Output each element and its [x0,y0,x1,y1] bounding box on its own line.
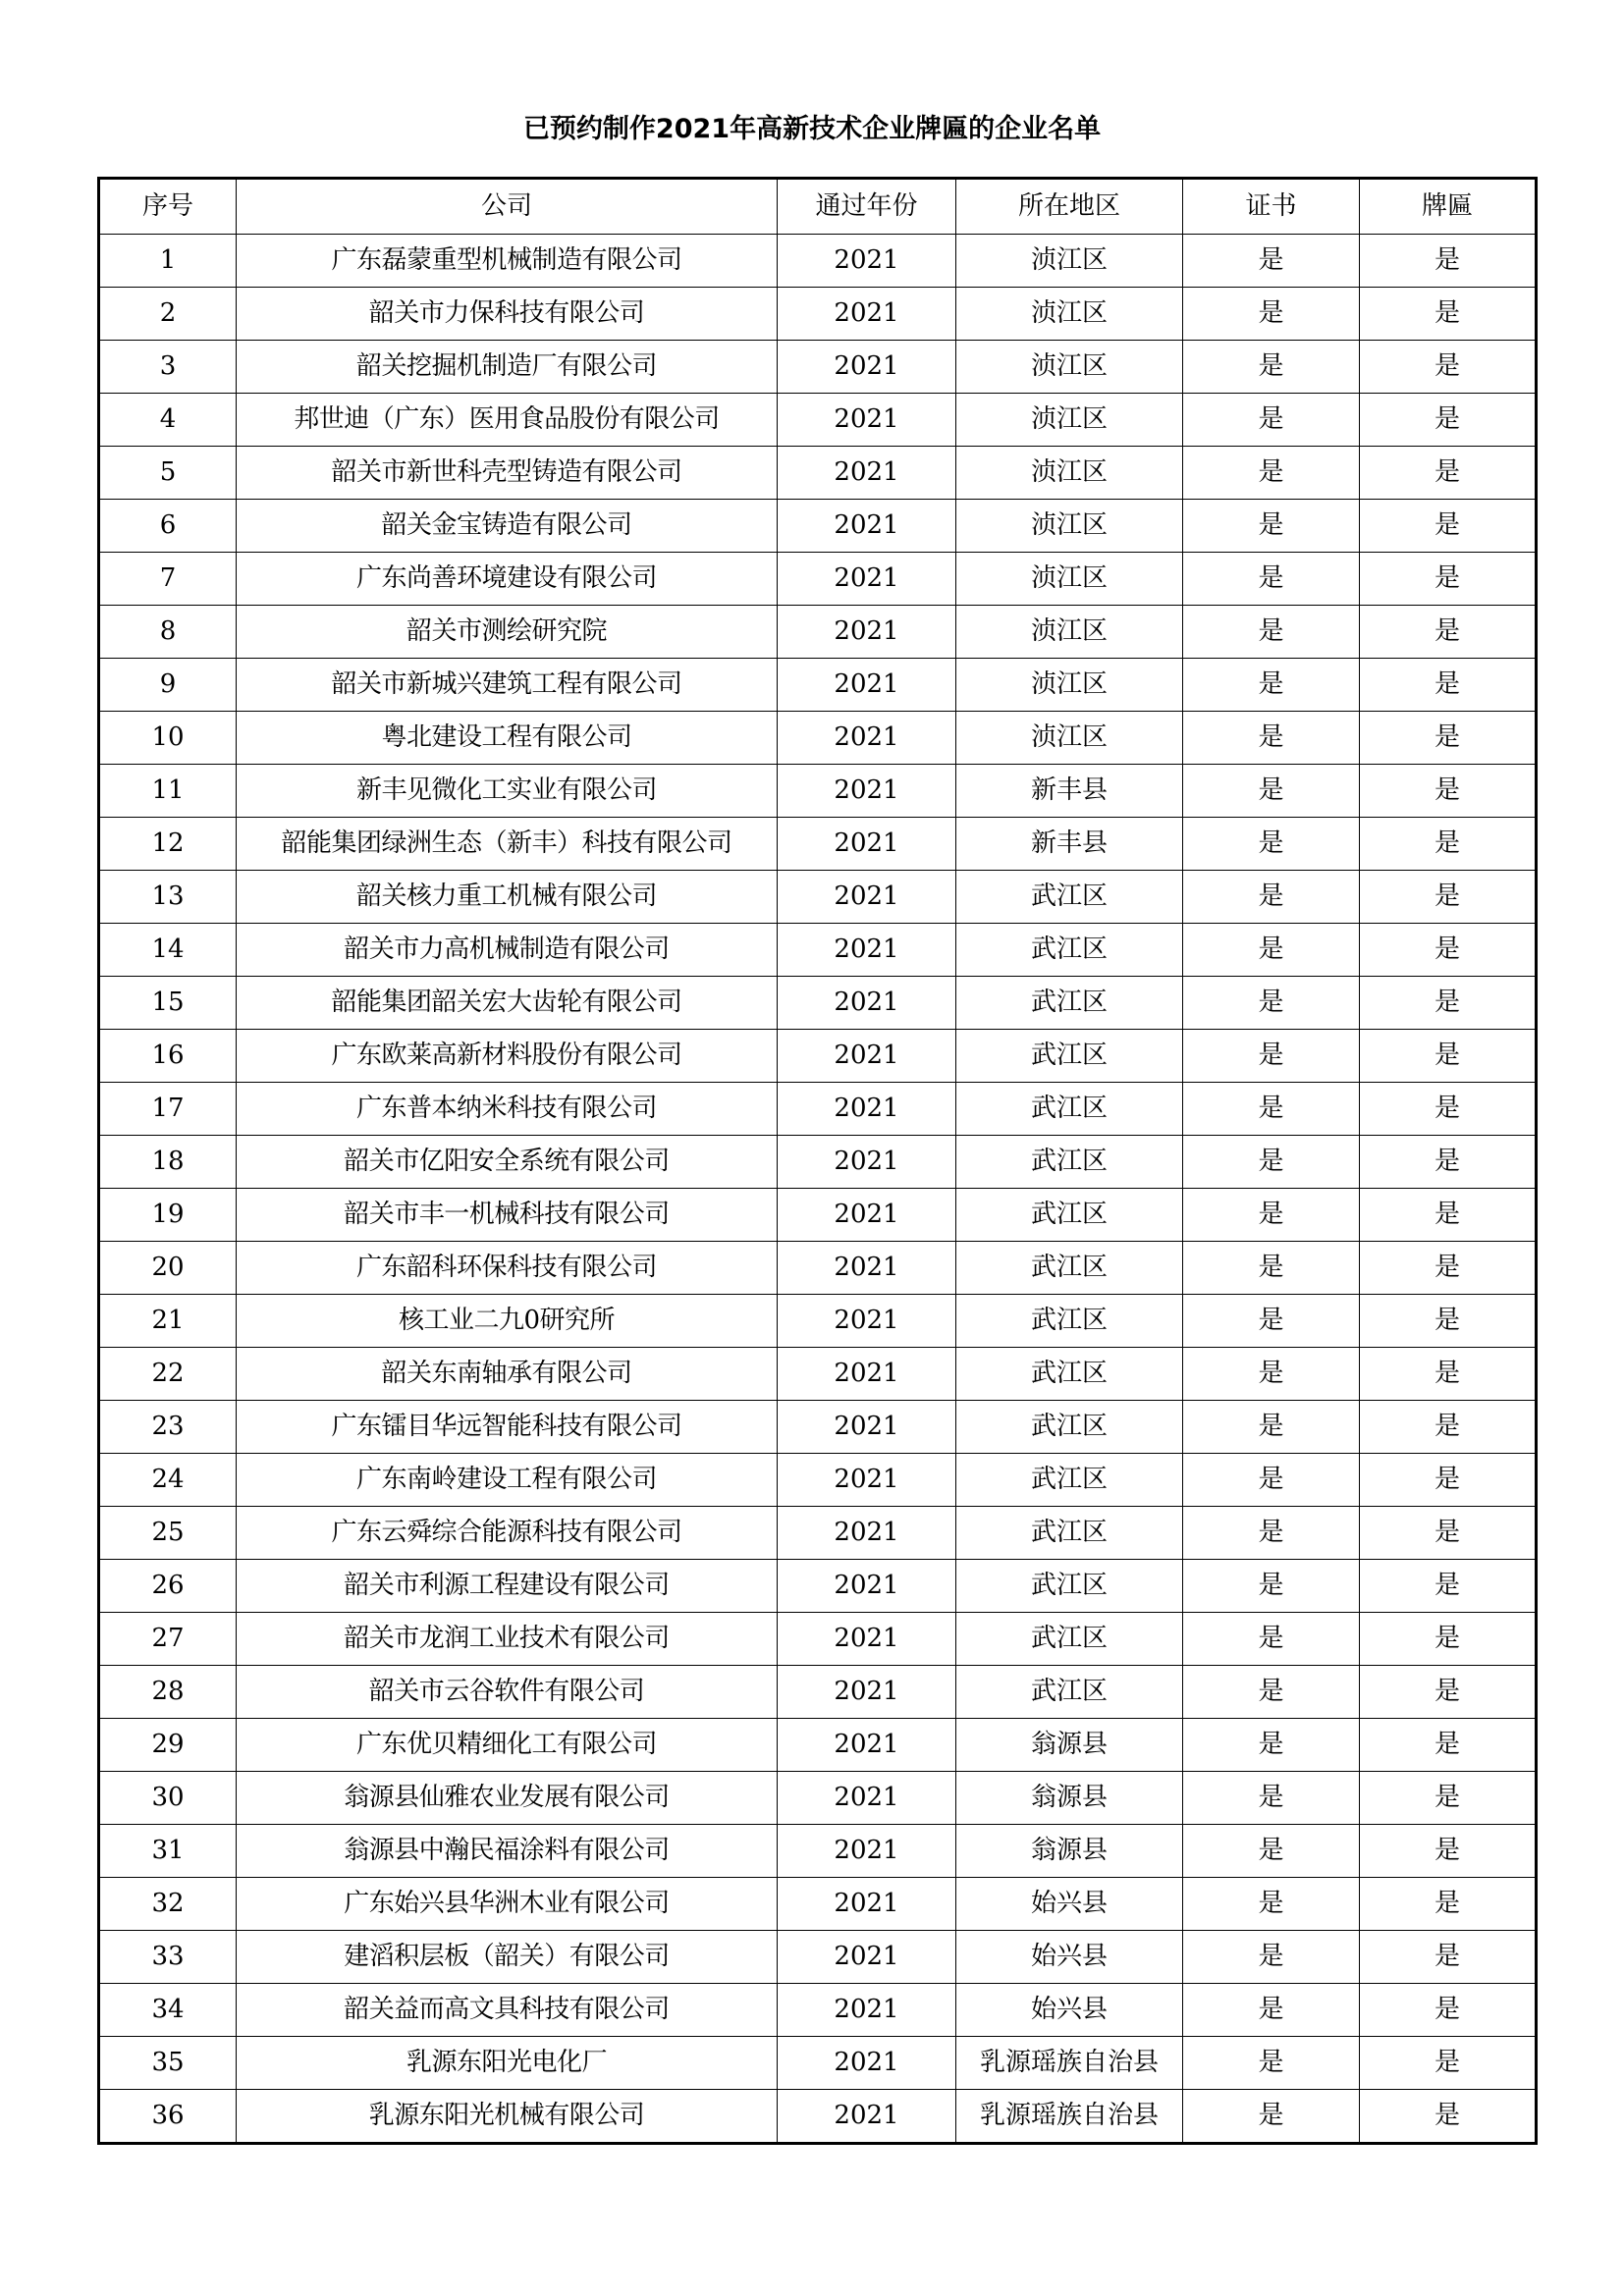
cell-certificate: 是 [1183,235,1360,288]
table-row [99,235,1537,288]
cell-region: 浈江区 [956,341,1183,394]
table-row [99,1189,1537,1242]
cell-year: 2021 [778,1507,956,1560]
cell-company: 韶关市云谷软件有限公司 [237,1666,778,1719]
cell-company: 韶关挖掘机制造厂有限公司 [237,341,778,394]
cell-serial-number: 27 [99,1613,237,1666]
table-row [99,977,1537,1030]
cell-certificate: 是 [1183,553,1360,606]
cell-plaque: 是 [1360,500,1537,553]
cell-region: 武江区 [956,1613,1183,1666]
table-row [99,447,1537,500]
table-row [99,1348,1537,1401]
cell-company: 核工业二九0研究所 [237,1295,778,1348]
cell-plaque: 是 [1360,1931,1537,1984]
cell-certificate: 是 [1183,1878,1360,1931]
cell-company: 韶能集团绿洲生态（新丰）科技有限公司 [237,818,778,871]
cell-plaque: 是 [1360,1613,1537,1666]
table-row [99,1136,1537,1189]
cell-plaque: 是 [1360,1719,1537,1772]
table-row [99,1083,1537,1136]
cell-region: 浈江区 [956,500,1183,553]
cell-serial-number: 15 [99,977,237,1030]
table-row [99,871,1537,924]
cell-serial-number: 17 [99,1083,237,1136]
cell-company: 韶关金宝铸造有限公司 [237,500,778,553]
cell-company: 广东镭目华远智能科技有限公司 [237,1401,778,1454]
cell-year: 2021 [778,235,956,288]
cell-company: 乳源东阳光机械有限公司 [237,2090,778,2144]
cell-year: 2021 [778,1560,956,1613]
cell-serial-number: 8 [99,606,237,659]
table-row [99,765,1537,818]
cell-certificate: 是 [1183,447,1360,500]
cell-certificate: 是 [1183,1454,1360,1507]
cell-serial-number: 20 [99,1242,237,1295]
table-row [99,2037,1537,2090]
cell-certificate: 是 [1183,1401,1360,1454]
cell-serial-number: 24 [99,1454,237,1507]
cell-plaque: 是 [1360,606,1537,659]
cell-plaque: 是 [1360,1984,1537,2037]
cell-serial-number: 9 [99,659,237,712]
page-title: 已预约制作2021年高新技术企业牌匾的企业名单 [522,114,1102,144]
cell-certificate: 是 [1183,2090,1360,2144]
cell-certificate: 是 [1183,1613,1360,1666]
cell-company: 广东普本纳米科技有限公司 [237,1083,778,1136]
table-row [99,1666,1537,1719]
cell-region: 浈江区 [956,447,1183,500]
cell-year: 2021 [778,553,956,606]
table-body [99,235,1537,2144]
cell-plaque: 是 [1360,659,1537,712]
cell-serial-number: 10 [99,712,237,765]
cell-region: 翁源县 [956,1772,1183,1825]
table-row [99,1454,1537,1507]
cell-serial-number: 33 [99,1931,237,1984]
cell-plaque: 是 [1360,871,1537,924]
cell-company: 韶关市新世科壳型铸造有限公司 [237,447,778,500]
cell-company: 韶关东南轴承有限公司 [237,1348,778,1401]
cell-year: 2021 [778,2037,956,2090]
cell-region: 武江区 [956,1030,1183,1083]
cell-region: 浈江区 [956,659,1183,712]
cell-certificate: 是 [1183,1030,1360,1083]
cell-plaque: 是 [1360,2090,1537,2144]
table-row [99,1613,1537,1666]
cell-region: 武江区 [956,1189,1183,1242]
cell-plaque: 是 [1360,288,1537,341]
cell-region: 武江区 [956,1136,1183,1189]
cell-year: 2021 [778,1666,956,1719]
cell-year: 2021 [778,500,956,553]
cell-company: 韶关市测绘研究院 [237,606,778,659]
cell-company: 邦世迪（广东）医用食品股份有限公司 [237,394,778,447]
cell-certificate: 是 [1183,871,1360,924]
cell-year: 2021 [778,606,956,659]
table-row [99,1984,1537,2037]
cell-plaque: 是 [1360,553,1537,606]
cell-certificate: 是 [1183,659,1360,712]
cell-serial-number: 14 [99,924,237,977]
cell-serial-number: 23 [99,1401,237,1454]
cell-year: 2021 [778,1772,956,1825]
cell-region: 乳源瑶族自治县 [956,2037,1183,2090]
table-row [99,341,1537,394]
cell-serial-number: 6 [99,500,237,553]
cell-company: 韶关益而高文具科技有限公司 [237,1984,778,2037]
cell-plaque: 是 [1360,1083,1537,1136]
cell-year: 2021 [778,1454,956,1507]
cell-year: 2021 [778,871,956,924]
cell-region: 新丰县 [956,765,1183,818]
header-company: 公司 [237,179,778,235]
table-row [99,553,1537,606]
cell-plaque: 是 [1360,1136,1537,1189]
cell-year: 2021 [778,1030,956,1083]
table-row [99,924,1537,977]
table-row [99,500,1537,553]
table-row [99,606,1537,659]
cell-serial-number: 31 [99,1825,237,1878]
table-row [99,818,1537,871]
cell-serial-number: 26 [99,1560,237,1613]
cell-certificate: 是 [1183,394,1360,447]
cell-serial-number: 32 [99,1878,237,1931]
table-row [99,288,1537,341]
cell-company: 翁源县中瀚民福涂料有限公司 [237,1825,778,1878]
cell-region: 武江区 [956,1454,1183,1507]
cell-certificate: 是 [1183,1242,1360,1295]
header-row [99,179,1537,235]
cell-region: 浈江区 [956,288,1183,341]
cell-serial-number: 3 [99,341,237,394]
cell-plaque: 是 [1360,1401,1537,1454]
cell-serial-number: 7 [99,553,237,606]
cell-region: 浈江区 [956,235,1183,288]
cell-company: 韶关市亿阳安全系统有限公司 [237,1136,778,1189]
cell-certificate: 是 [1183,1772,1360,1825]
cell-company: 广东韶科环保科技有限公司 [237,1242,778,1295]
cell-certificate: 是 [1183,1189,1360,1242]
cell-region: 浈江区 [956,553,1183,606]
cell-serial-number: 1 [99,235,237,288]
cell-region: 始兴县 [956,1984,1183,2037]
cell-year: 2021 [778,977,956,1030]
cell-year: 2021 [778,1189,956,1242]
cell-serial-number: 22 [99,1348,237,1401]
cell-plaque: 是 [1360,1772,1537,1825]
cell-certificate: 是 [1183,1136,1360,1189]
cell-plaque: 是 [1360,977,1537,1030]
cell-serial-number: 21 [99,1295,237,1348]
cell-plaque: 是 [1360,1878,1537,1931]
cell-company: 韶关市力高机械制造有限公司 [237,924,778,977]
table-row [99,1507,1537,1560]
header-certificate: 证书 [1183,179,1360,235]
cell-region: 武江区 [956,1401,1183,1454]
table-header [99,179,1537,235]
cell-region: 浈江区 [956,712,1183,765]
cell-plaque: 是 [1360,1507,1537,1560]
cell-region: 始兴县 [956,1931,1183,1984]
cell-year: 2021 [778,341,956,394]
cell-company: 韶关市丰一机械科技有限公司 [237,1189,778,1242]
cell-year: 2021 [778,924,956,977]
cell-certificate: 是 [1183,2037,1360,2090]
cell-serial-number: 11 [99,765,237,818]
cell-certificate: 是 [1183,1719,1360,1772]
cell-serial-number: 13 [99,871,237,924]
cell-year: 2021 [778,712,956,765]
cell-company: 韶关市力保科技有限公司 [237,288,778,341]
cell-year: 2021 [778,394,956,447]
cell-company: 粤北建设工程有限公司 [237,712,778,765]
cell-year: 2021 [778,1401,956,1454]
cell-serial-number: 19 [99,1189,237,1242]
cell-company: 广东云舜综合能源科技有限公司 [237,1507,778,1560]
cell-certificate: 是 [1183,1825,1360,1878]
cell-plaque: 是 [1360,1560,1537,1613]
cell-certificate: 是 [1183,1931,1360,1984]
cell-plaque: 是 [1360,1454,1537,1507]
cell-certificate: 是 [1183,765,1360,818]
cell-year: 2021 [778,1878,956,1931]
cell-region: 浈江区 [956,394,1183,447]
cell-plaque: 是 [1360,818,1537,871]
cell-year: 2021 [778,1613,956,1666]
cell-company: 广东始兴县华洲木业有限公司 [237,1878,778,1931]
table-row [99,659,1537,712]
cell-year: 2021 [778,1242,956,1295]
cell-plaque: 是 [1360,1189,1537,1242]
cell-company: 韶关市龙润工业技术有限公司 [237,1613,778,1666]
header-region: 所在地区 [956,179,1183,235]
cell-region: 武江区 [956,1083,1183,1136]
cell-region: 武江区 [956,1666,1183,1719]
cell-serial-number: 28 [99,1666,237,1719]
cell-region: 乳源瑶族自治县 [956,2090,1183,2144]
cell-plaque: 是 [1360,1348,1537,1401]
cell-region: 武江区 [956,1560,1183,1613]
cell-certificate: 是 [1183,1507,1360,1560]
cell-serial-number: 5 [99,447,237,500]
cell-region: 武江区 [956,871,1183,924]
cell-plaque: 是 [1360,924,1537,977]
cell-serial-number: 18 [99,1136,237,1189]
cell-certificate: 是 [1183,1348,1360,1401]
cell-company: 广东尚善环境建设有限公司 [237,553,778,606]
cell-company: 韶关市利源工程建设有限公司 [237,1560,778,1613]
table-row [99,1030,1537,1083]
cell-company: 翁源县仙雅农业发展有限公司 [237,1772,778,1825]
cell-year: 2021 [778,288,956,341]
cell-certificate: 是 [1183,341,1360,394]
cell-year: 2021 [778,447,956,500]
cell-plaque: 是 [1360,235,1537,288]
table-row [99,394,1537,447]
cell-certificate: 是 [1183,606,1360,659]
cell-year: 2021 [778,1931,956,1984]
cell-plaque: 是 [1360,1030,1537,1083]
cell-year: 2021 [778,659,956,712]
cell-year: 2021 [778,1083,956,1136]
cell-plaque: 是 [1360,1825,1537,1878]
cell-plaque: 是 [1360,2037,1537,2090]
cell-serial-number: 2 [99,288,237,341]
cell-region: 武江区 [956,1295,1183,1348]
cell-year: 2021 [778,1719,956,1772]
table-row [99,1242,1537,1295]
cell-certificate: 是 [1183,712,1360,765]
cell-serial-number: 16 [99,1030,237,1083]
cell-plaque: 是 [1360,394,1537,447]
cell-certificate: 是 [1183,977,1360,1030]
header-serial-number: 序号 [99,179,237,235]
cell-company: 广东优贝精细化工有限公司 [237,1719,778,1772]
table-row [99,1772,1537,1825]
cell-company: 乳源东阳光电化厂 [237,2037,778,2090]
table-row [99,1719,1537,1772]
cell-certificate: 是 [1183,818,1360,871]
cell-plaque: 是 [1360,341,1537,394]
cell-certificate: 是 [1183,1560,1360,1613]
cell-certificate: 是 [1183,288,1360,341]
cell-company: 广东南岭建设工程有限公司 [237,1454,778,1507]
table-row [99,712,1537,765]
cell-region: 翁源县 [956,1719,1183,1772]
cell-year: 2021 [778,818,956,871]
cell-plaque: 是 [1360,1295,1537,1348]
cell-serial-number: 29 [99,1719,237,1772]
cell-company: 韶能集团韶关宏大齿轮有限公司 [237,977,778,1030]
cell-company: 广东磊蒙重型机械制造有限公司 [237,235,778,288]
cell-region: 浈江区 [956,606,1183,659]
header-plaque: 牌匾 [1360,179,1537,235]
cell-serial-number: 4 [99,394,237,447]
cell-serial-number: 34 [99,1984,237,2037]
cell-company: 韶关核力重工机械有限公司 [237,871,778,924]
cell-region: 新丰县 [956,818,1183,871]
cell-certificate: 是 [1183,1083,1360,1136]
cell-serial-number: 36 [99,2090,237,2144]
cell-region: 武江区 [956,1242,1183,1295]
cell-year: 2021 [778,1348,956,1401]
cell-certificate: 是 [1183,1984,1360,2037]
cell-serial-number: 30 [99,1772,237,1825]
cell-plaque: 是 [1360,1242,1537,1295]
cell-plaque: 是 [1360,447,1537,500]
cell-serial-number: 35 [99,2037,237,2090]
cell-certificate: 是 [1183,500,1360,553]
table-row [99,1931,1537,1984]
cell-serial-number: 12 [99,818,237,871]
table-row [99,1560,1537,1613]
table-row [99,2090,1537,2144]
cell-company: 新丰见微化工实业有限公司 [237,765,778,818]
cell-plaque: 是 [1360,765,1537,818]
header-year: 通过年份 [778,179,956,235]
cell-year: 2021 [778,1136,956,1189]
cell-region: 武江区 [956,1348,1183,1401]
cell-certificate: 是 [1183,924,1360,977]
table-row [99,1401,1537,1454]
table-row [99,1295,1537,1348]
cell-company: 广东欧莱高新材料股份有限公司 [237,1030,778,1083]
cell-region: 武江区 [956,1507,1183,1560]
cell-serial-number: 25 [99,1507,237,1560]
table-row [99,1878,1537,1931]
cell-certificate: 是 [1183,1295,1360,1348]
cell-region: 始兴县 [956,1878,1183,1931]
cell-company: 韶关市新城兴建筑工程有限公司 [237,659,778,712]
cell-region: 翁源县 [956,1825,1183,1878]
cell-year: 2021 [778,1825,956,1878]
cell-plaque: 是 [1360,712,1537,765]
cell-year: 2021 [778,765,956,818]
cell-company: 建滔积层板（韶关）有限公司 [237,1931,778,1984]
cell-year: 2021 [778,1984,956,2037]
cell-region: 武江区 [956,977,1183,1030]
enterprise-table [97,177,1538,2145]
cell-plaque: 是 [1360,1666,1537,1719]
cell-year: 2021 [778,2090,956,2144]
table-row [99,1825,1537,1878]
cell-certificate: 是 [1183,1666,1360,1719]
cell-year: 2021 [778,1295,956,1348]
cell-region: 武江区 [956,924,1183,977]
